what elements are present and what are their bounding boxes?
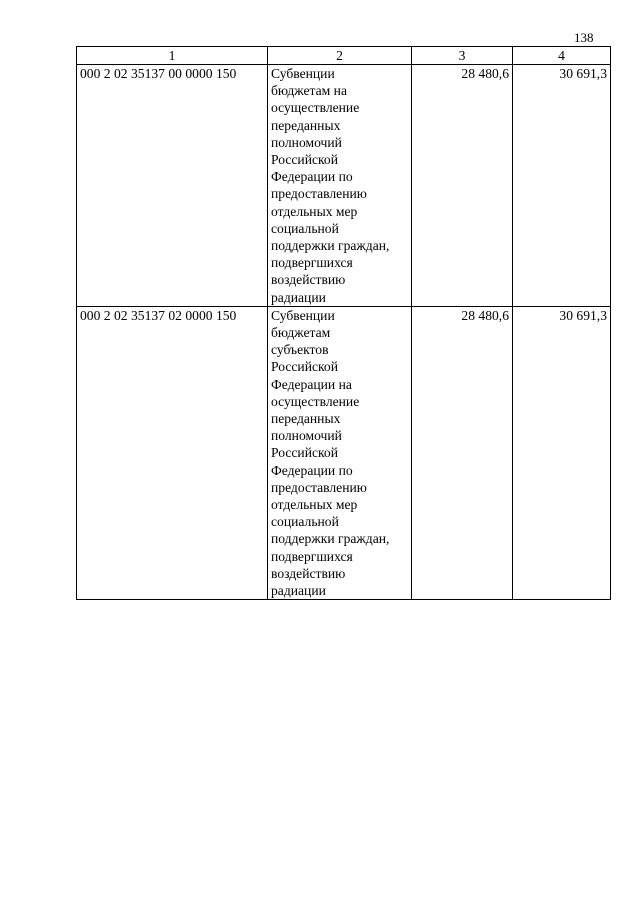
description-cell xyxy=(268,65,412,307)
description-cell xyxy=(268,306,412,599)
page-number: 138 xyxy=(574,30,594,45)
header-col-3: 3 xyxy=(412,47,513,65)
amount-col-4-cell: 30 691,3 xyxy=(513,65,611,307)
description-text: Субвенции бюджетам на осуществление переданных полномочий Российской Федерации по предоставлению отдельных мер социальной поддержки граждан, подвергшихся воздействию радиации xyxy=(271,66,390,305)
amount-col-4-cell: 30 691,3 xyxy=(513,306,611,599)
table-header xyxy=(77,47,611,65)
header-col-1: 1 xyxy=(77,47,268,65)
amount-col-3-cell: 28 480,6 xyxy=(412,306,513,599)
description-text: Субвенции бюджетам субъектов Российской Федерации на осуществление переданных полномочий Российской Федерации по предоставлению отдельных мер социальной поддержки граждан, подвергшихся воздействию радиации xyxy=(271,307,390,599)
budget-code-cell: 000 2 02 35137 02 0000 150 xyxy=(77,306,268,599)
table-row xyxy=(77,65,611,307)
amount-col-3-cell: 28 480,6 xyxy=(412,65,513,307)
header-row xyxy=(77,47,611,65)
header-col-4: 4 xyxy=(513,47,611,65)
table-body xyxy=(77,65,611,600)
budget-table xyxy=(76,46,611,600)
table-row xyxy=(77,306,611,599)
header-col-2: 2 xyxy=(268,47,412,65)
budget-code-cell: 000 2 02 35137 00 0000 150 xyxy=(77,65,268,307)
